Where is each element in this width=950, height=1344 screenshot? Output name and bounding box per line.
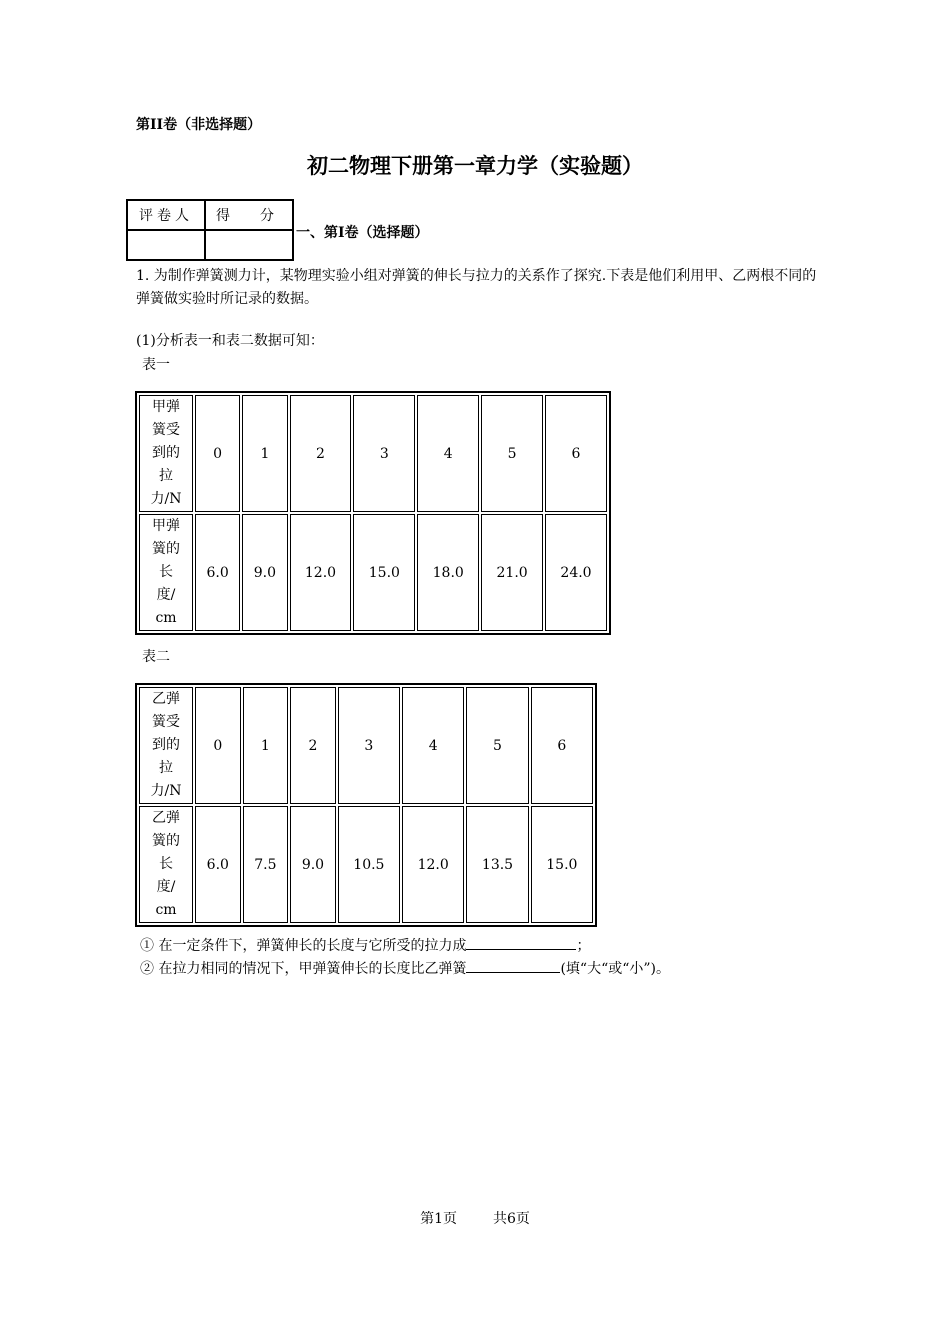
table-cell: 9.0 xyxy=(290,806,336,923)
table-cell: 21.0 xyxy=(481,514,543,631)
fill-in-1-text: ① 在一定条件下，弹簧伸长的长度与它所受的拉力成 xyxy=(140,938,467,954)
table-cell: 10.5 xyxy=(338,806,400,923)
answer-blank-1[interactable] xyxy=(466,935,576,950)
table-cell: 15.0 xyxy=(531,806,593,923)
table-cell: 6.0 xyxy=(195,806,241,923)
grader-box xyxy=(126,199,294,261)
score-field[interactable] xyxy=(205,230,293,260)
table-cell: 4 xyxy=(417,395,479,512)
table-cell: 5 xyxy=(481,395,543,512)
table-cell: 2 xyxy=(290,687,336,804)
score-label xyxy=(205,200,293,230)
table2-row2-header: 乙弹 簧的 长 度/ cm xyxy=(139,806,193,923)
part-title: 一、第I卷（选择题） xyxy=(296,225,429,241)
table-cell: 2 xyxy=(290,395,352,512)
page-footer xyxy=(0,1208,950,1228)
table-cell: 3 xyxy=(338,687,400,804)
table2-row1-header: 乙弹 簧受 到的 拉 力/N xyxy=(139,687,193,804)
table-cell: 6 xyxy=(531,687,593,804)
fill-in-1-end: ； xyxy=(576,938,591,954)
fill-in-2-end: (填“大“或“小”)。 xyxy=(560,961,671,977)
table-cell: 6 xyxy=(545,395,607,512)
question-text: 1. 为制作弹簧测力计，某物理实验小组对弹簧的伸长与拉力的关系作了探究.下表是他们利用甲、乙两根不同的弹簧做实验时所记录的数据。 xyxy=(136,268,817,307)
page-title: 初二物理下册第一章力学（实验题） xyxy=(307,153,643,178)
table-cell: 12.0 xyxy=(290,514,352,631)
table-cell: 6.0 xyxy=(195,514,240,631)
table-cell: 3 xyxy=(353,395,415,512)
section-header: 第II卷（非选择题） xyxy=(136,117,262,133)
reviewer-label: 评卷人 xyxy=(127,200,205,230)
table1-row2-header: 甲弹 簧的 长 度/ cm xyxy=(139,514,193,631)
page-number: 第1页 xyxy=(420,1211,457,1227)
table-cell: 15.0 xyxy=(353,514,415,631)
table-cell: 7.5 xyxy=(243,806,289,923)
fill-in-2 xyxy=(140,958,670,981)
table-cell: 1 xyxy=(243,687,289,804)
table-cell: 9.0 xyxy=(242,514,287,631)
reviewer-field[interactable] xyxy=(127,230,205,260)
table-cell: 1 xyxy=(242,395,287,512)
table1-row1-header: 甲弹 簧受 到的 拉 力/N xyxy=(139,395,193,512)
table-cell: 12.0 xyxy=(402,806,464,923)
table-cell: 0 xyxy=(195,687,241,804)
table1-caption: 表一 xyxy=(142,357,170,373)
table2-caption: 表二 xyxy=(142,649,170,665)
table-cell: 4 xyxy=(402,687,464,804)
score-label-right: 分 xyxy=(260,208,274,224)
fill-in-2-text: ② 在拉力相同的情况下，甲弹簧伸长的长度比乙弹簧 xyxy=(140,961,467,977)
table-cell: 5 xyxy=(466,687,528,804)
sub-question: (1)分析表一和表二数据可知： xyxy=(136,333,324,349)
table-cell: 0 xyxy=(195,395,240,512)
table1 xyxy=(135,391,611,635)
score-label-left: 得 xyxy=(216,208,230,224)
table-cell: 24.0 xyxy=(545,514,607,631)
fill-in-1 xyxy=(140,935,590,958)
table-cell: 18.0 xyxy=(417,514,479,631)
table2 xyxy=(135,683,597,927)
page-total: 共6页 xyxy=(493,1211,530,1227)
answer-blank-2[interactable] xyxy=(466,958,560,973)
table-cell: 13.5 xyxy=(466,806,528,923)
